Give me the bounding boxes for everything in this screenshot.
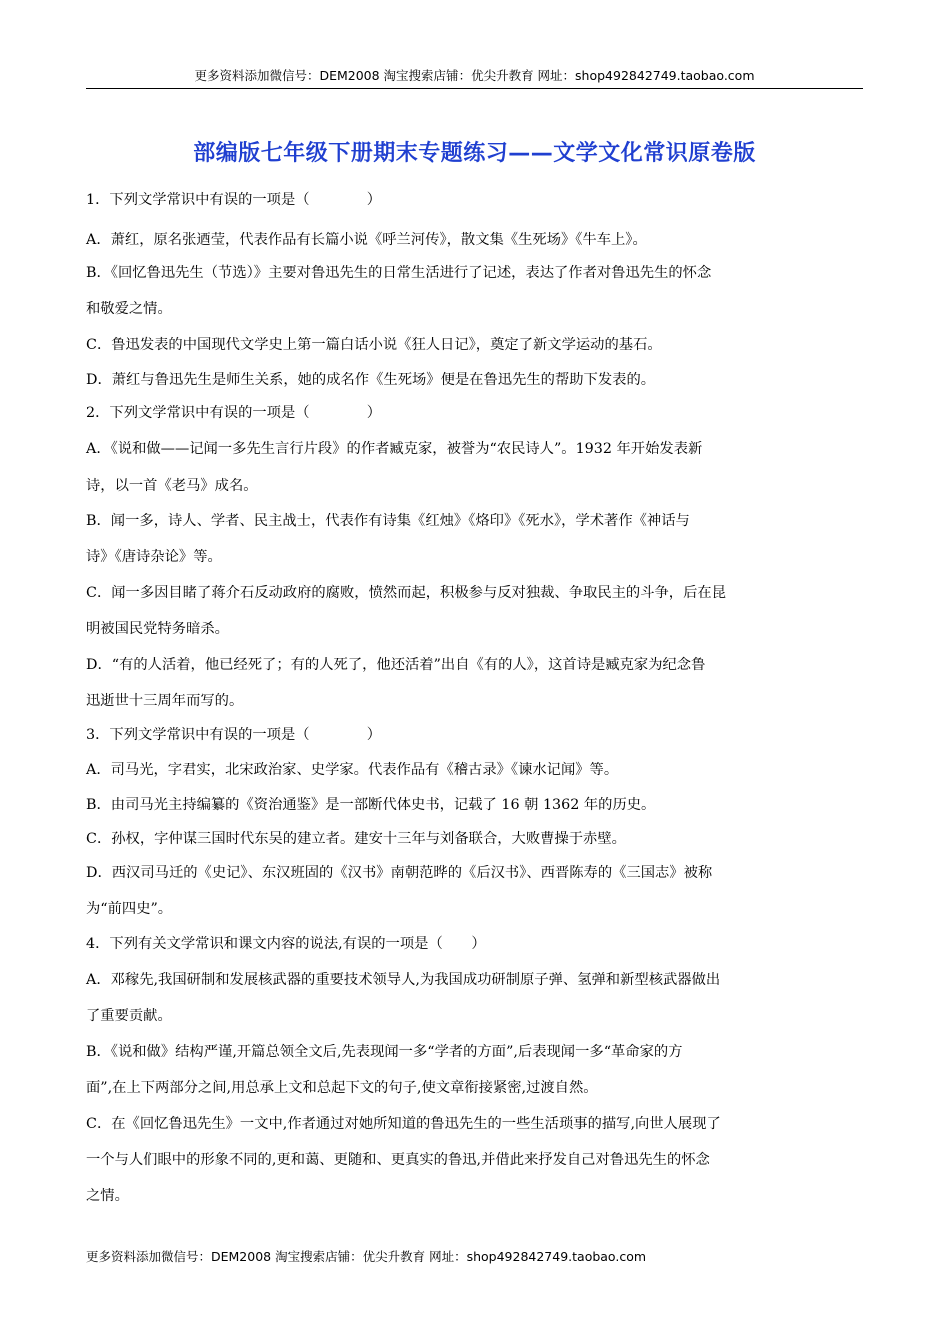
text-line: 一个与人们眼中的形象不同的,更和蔼、更随和、更真实的鲁迅,并借此来抒发自己对鲁迅先生的怀念 xyxy=(86,1152,710,1168)
text-line: 4．下列有关文学常识和课文内容的说法,有误的一项是（ ） xyxy=(86,936,486,952)
text-line: 之情。 xyxy=(86,1188,129,1204)
header-divider xyxy=(86,88,863,89)
text-line: B．《回忆鲁迅先生（节选）》主要对鲁迅先生的日常生活进行了记述，表达了作者对鲁迅先生的怀念 xyxy=(86,265,712,281)
text-line: 3．下列文学常识中有误的一项是（ ） xyxy=(86,727,382,743)
text-line: C．在《回忆鲁迅先生》一文中,作者通过对她所知道的鲁迅先生的一些生活琐事的描写,向世人展现了 xyxy=(86,1116,721,1132)
text-line: D．“有的人活着，他已经死了；有的人死了，他还活着”出自《有的人》，这首诗是臧克家为纪念鲁 xyxy=(86,657,706,673)
text-line: D．西汉司马迁的《史记》、东汉班固的《汉书》南朝范晔的《后汉书》、西晋陈寿的《三国志》被称 xyxy=(86,865,713,881)
text-line: A．司马光，字君实，北宋政治家、史学家。代表作品有《稽古录》《谏水记闻》等。 xyxy=(86,762,619,778)
text-line: 面”,在上下两部分之间,用总承上文和总起下文的句子,使文章衔接紧密,过渡自然。 xyxy=(86,1080,598,1096)
document-title: 部编版七年级下册期末专题练习——文学文化常识原卷版 xyxy=(193,141,756,166)
text-line: 2．下列文学常识中有误的一项是（ ） xyxy=(86,405,382,421)
text-line: 诗》《唐诗杂论》等。 xyxy=(86,549,222,565)
text-line: C．闻一多因目睹了蒋介石反动政府的腐败，愤然而起，积极参与反对独裁、争取民主的斗争，后在昆 xyxy=(86,585,726,601)
text-line: 明被国民党特务暗杀。 xyxy=(86,621,229,637)
text-line: 诗，以一首《老马》成名。 xyxy=(86,478,258,494)
text-line: B．《说和做》结构严谨,开篇总领全文后,先表现闻一多“学者的方面”,后表现闻一多“革命家的方 xyxy=(86,1044,683,1060)
text-line: C．鲁迅发表的中国现代文学史上第一篇白话小说《狂人日记》，奠定了新文学运动的基石。 xyxy=(86,337,662,353)
text-line: 为“前四史”。 xyxy=(86,901,173,917)
text-line: 和敬爱之情。 xyxy=(86,301,172,317)
text-line: C．孙权，字仲谋三国时代东吴的建立者。建安十三年与刘备联合，大败曹操于赤壁。 xyxy=(86,831,626,847)
text-line: D．萧红与鲁迅先生是师生关系，她的成名作《生死场》便是在鲁迅先生的帮助下发表的。 xyxy=(86,372,656,388)
text-line: 了重要贡献。 xyxy=(86,1008,172,1024)
page-footer: 更多资料添加微信号：DEM2008 淘宝搜索店铺：优尖升教育 网址：shop492842749.taobao.com xyxy=(86,1249,647,1264)
text-line: 迅逝世十三周年而写的。 xyxy=(86,693,244,709)
text-line: B．闻一多，诗人、学者、民主战士，代表作有诗集《红烛》《烙印》《死水》，学术著作《神话与 xyxy=(86,513,690,529)
text-line: A．邓稼先,我国研制和发展核武器的重要技术领导人,为我国成功研制原子弹、氢弹和新型核武器做出 xyxy=(86,972,721,988)
text-line: 1．下列文学常识中有误的一项是（ ） xyxy=(86,192,382,208)
text-line: A．《说和做——记闻一多先生言行片段》的作者臧克家，被誉为“农民诗人”。1932 年开始发表新 xyxy=(86,441,703,457)
text-line: A．萧红，原名张迺莹，代表作品有长篇小说《呼兰河传》，散文集《生死场》《牛车上》。 xyxy=(86,232,647,248)
page-header: 更多资料添加微信号：DEM2008 淘宝搜索店铺：优尖升教育 网址：shop492842749.taobao.com xyxy=(194,68,755,83)
text-line: B．由司马光主持编纂的《资治通鉴》是一部断代体史书，记载了 16 朝 1362 年的历史。 xyxy=(86,797,656,813)
